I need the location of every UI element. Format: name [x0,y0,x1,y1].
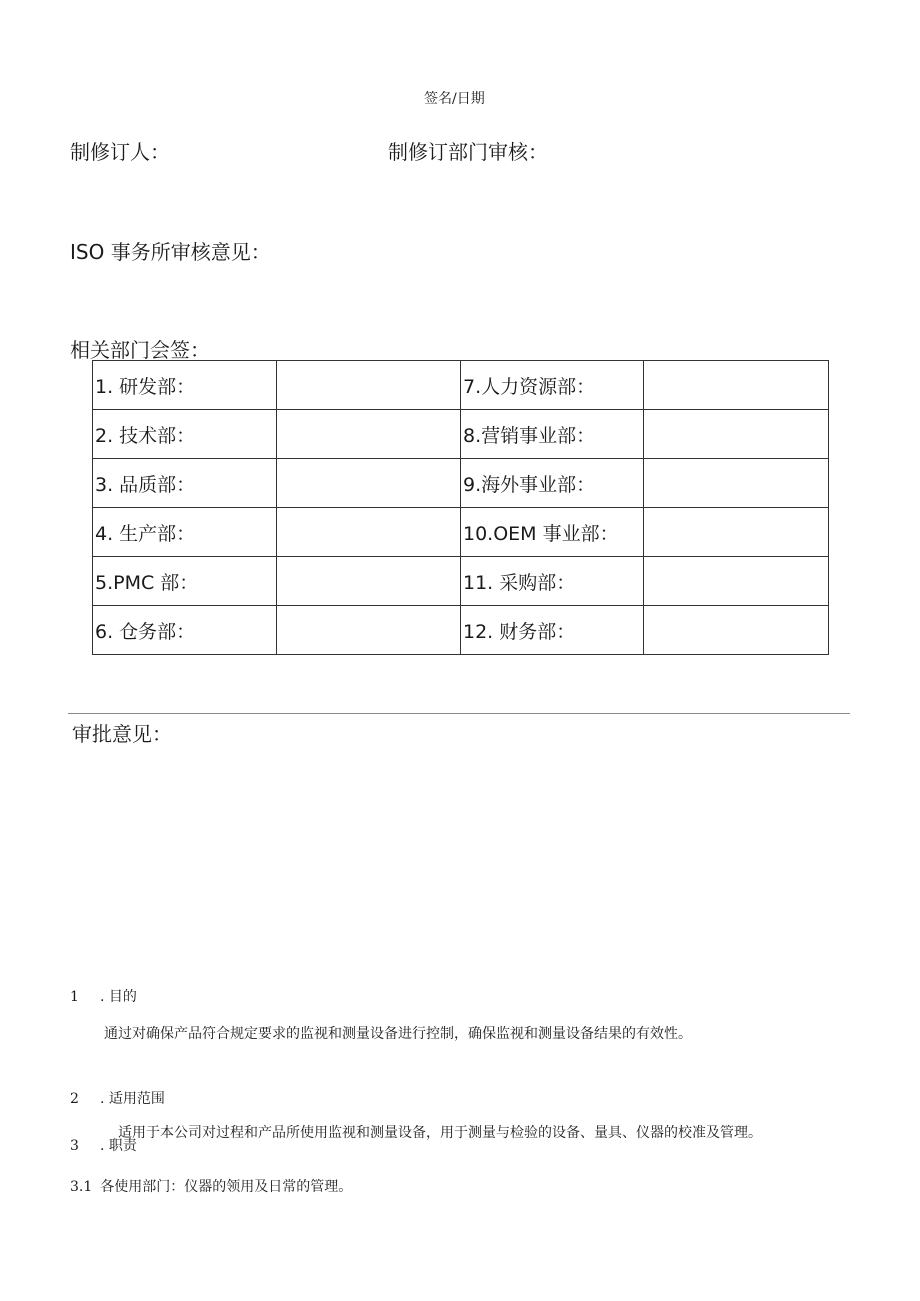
dept-name-cell: 11. 采购部： [461,557,644,606]
table-row [93,459,829,508]
dept-name-cell: 3. 品质部： [93,459,277,508]
dept-name-cell: 12. 财务部： [461,606,644,655]
table-row [93,508,829,557]
sign-date-label: 签名/日期 [424,91,485,107]
section-number: 3 [70,1138,79,1154]
table-row [93,606,829,655]
approval-label: 审批意见： [72,722,172,746]
section-heading-purpose [70,986,137,1006]
signature-cell[interactable] [277,508,461,557]
section-title: . 适用范围 [100,1091,165,1107]
signature-cell[interactable] [644,410,829,459]
section-divider [68,713,850,714]
subsection-body: 各使用部门：仪器的领用及日常的管理。 [100,1179,353,1195]
signature-cell[interactable] [277,459,461,508]
signature-cell[interactable] [644,606,829,655]
dept-name-cell: 2. 技术部： [93,410,277,459]
dept-name-cell: 4. 生产部： [93,508,277,557]
section-number: 1 [70,989,79,1005]
section-number: 2 [70,1091,79,1107]
signature-cell[interactable] [277,557,461,606]
section-heading-scope [70,1088,165,1108]
section-title: . 目的 [100,989,137,1005]
iso-review-label: ISO 事务所审核意见： [70,240,271,264]
dept-name-cell: 7.人力资源部： [461,361,644,410]
section-title: . 职责 [100,1138,137,1154]
dept-name-cell: 9.海外事业部： [461,459,644,508]
table-row [93,410,829,459]
dept-name-cell: 6. 仓务部： [93,606,277,655]
signature-cell[interactable] [277,361,461,410]
signature-cell[interactable] [644,557,829,606]
reviser-label: 制修订人： [70,140,170,164]
section-body-purpose: 通过对确保产品符合规定要求的监视和测量设备进行控制，确保监视和测量设备结果的有效性。 [104,1026,692,1042]
signature-cell[interactable] [644,361,829,410]
dept-name-cell: 10.OEM 事业部： [461,508,644,557]
signature-cell[interactable] [644,508,829,557]
section-body-scope: 适用于本公司对过程和产品所使用监视和测量设备，用于测量与检验的设备、量具、仪器的校准及管理。 [118,1125,762,1141]
section-heading-responsibilities [70,1135,137,1155]
dept-name-cell: 8.营销事业部： [461,410,644,459]
subsection-usage-depts [70,1176,352,1196]
dept-name-cell: 1. 研发部： [93,361,277,410]
subsection-number: 3.1 [70,1179,93,1195]
dept-name-cell: 5.PMC 部： [93,557,277,606]
signature-cell[interactable] [277,606,461,655]
department-countersign-table [92,360,829,655]
countersign-label: 相关部门会签： [70,338,210,362]
signature-cell[interactable] [644,459,829,508]
table-row [93,361,829,410]
signature-cell[interactable] [277,410,461,459]
dept-review-label: 制修订部门审核： [388,140,548,164]
table-row [93,557,829,606]
